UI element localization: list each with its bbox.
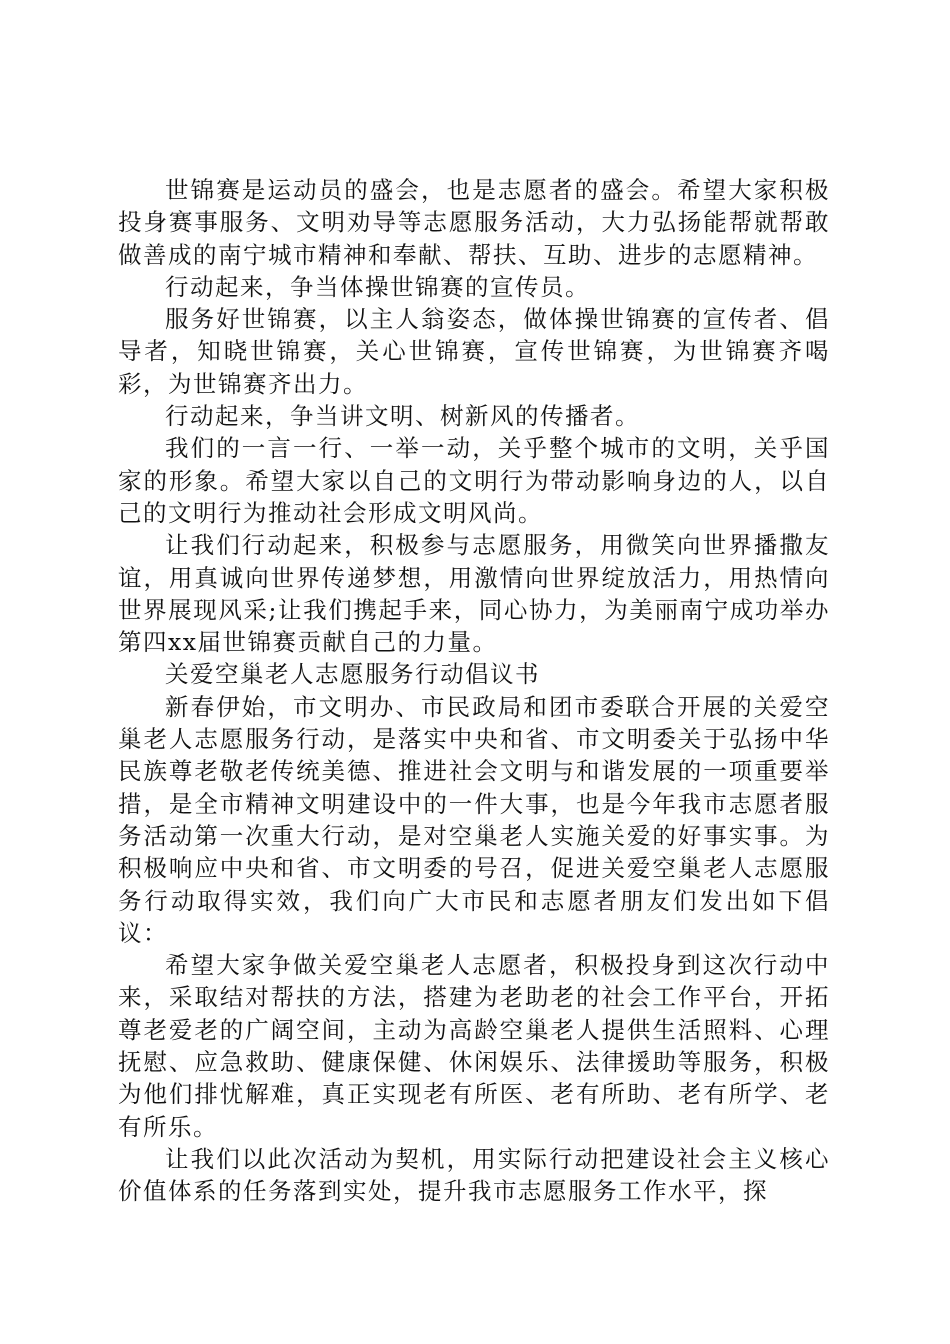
paragraph: 新春伊始，市文明办、市民政局和团市委联合开展的关爱空巢老人志愿服务行动，是落实中央和省、市文明委关于弘扬中华民族尊老敬老传统美德、推进社会文明与和谐发展的一项重要举措，是全市精神文明建设中的一件大事，也是今年我市志愿者服务活动第一次重大行动，是对空巢老人实施关爱的好事实事。为积极响应中央和省、市文明委的号召，促进关爱空巢老人志愿服务行动取得实效，我们向广大市民和志愿者朋友们发出如下倡议：: [118, 692, 830, 947]
paragraph: 我们的一言一行、一举一动，关乎整个城市的文明，关乎国家的形象。希望大家以自己的文明行为带动影响身边的人，以自己的文明行为推动社会形成文明风尚。: [118, 434, 830, 527]
section-heading: 关爱空巢老人志愿服务行动倡议书: [165, 660, 540, 689]
paragraph: 行动起来，争当体操世锦赛的宣传员。: [165, 272, 590, 301]
paragraph: 服务好世锦赛，以主人翁姿态，做体操世锦赛的宣传者、倡导者，知晓世锦赛，关心世锦赛，宣传世锦赛，为世锦赛齐喝彩，为世锦赛齐出力。: [118, 305, 830, 398]
paragraph: 行动起来，争当讲文明、树新风的传播者。: [165, 402, 640, 431]
paragraph: 让我们以此次活动为契机，用实际行动把建设社会主义核心价值体系的任务落到实处，提升我市志愿服务工作水平，探: [118, 1144, 830, 1206]
paragraph: 希望大家争做关爱空巢老人志愿者，积极投身到这次行动中来，采取结对帮扶的方法，搭建为老助老的社会工作平台，开拓尊老爱老的广阔空间，主动为高龄空巢老人提供生活照料、心理抚慰、应急救助、健康保健、休闲娱乐、法律援助等服务，积极为他们排忧解难，真正实现老有所医、老有所助、老有所学、老有所乐。: [118, 951, 830, 1141]
paragraph: 世锦赛是运动员的盛会，也是志愿者的盛会。希望大家积极投身赛事服务、文明劝导等志愿服务活动，大力弘扬能帮就帮敢做善成的南宁城市精神和奉献、帮扶、互助、进步的志愿精神。: [118, 176, 830, 269]
document-body: [118, 174, 830, 1208]
paragraph: 让我们行动起来，积极参与志愿服务，用微笑向世界播撒友谊，用真诚向世界传递梦想，用激情向世界绽放活力，用热情向世界展现风采;让我们携起手来，同心协力，为美丽南宁成功举办第四xx届世锦赛贡献自己的力量。: [118, 531, 830, 657]
